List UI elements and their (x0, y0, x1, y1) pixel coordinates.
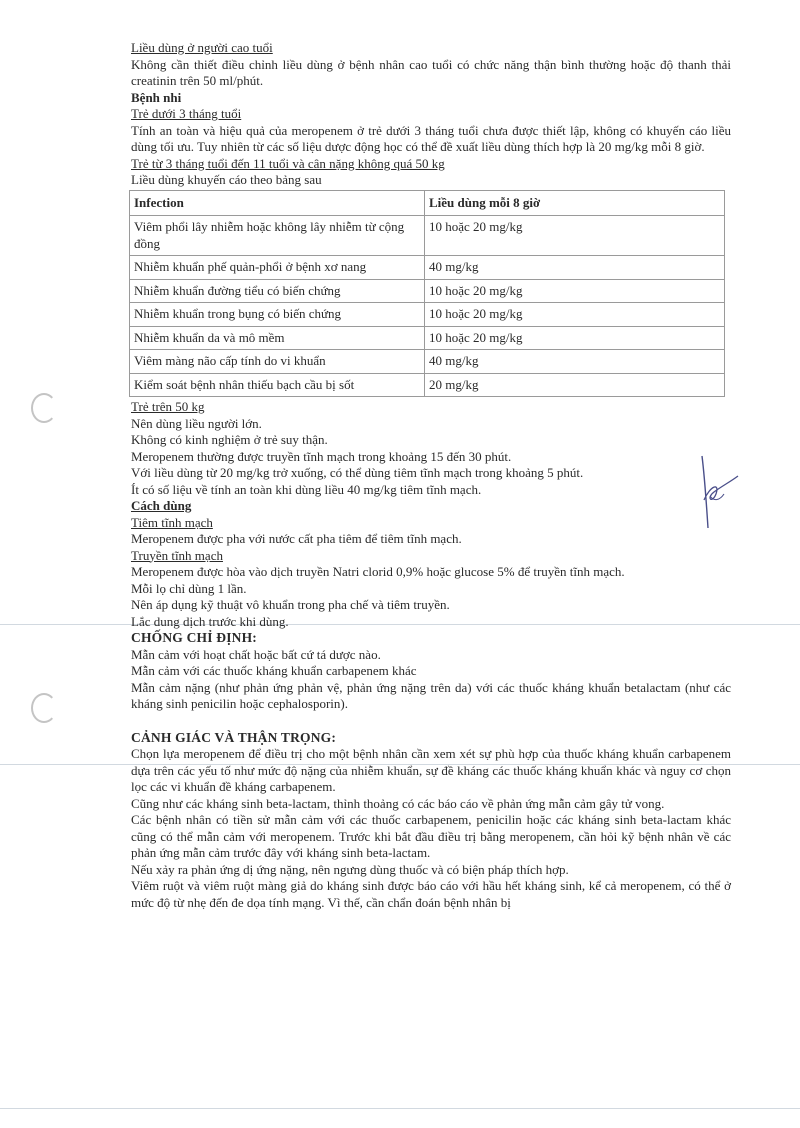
col-header-dose: Liều dùng mỗi 8 giờ (425, 190, 725, 216)
contraindication-line: Mẫn cảm với các thuốc kháng khuẩn carbapenem khác (131, 663, 417, 678)
elderly-text: Không cần thiết điều chỉnh liều dùng ở bệnh nhân cao tuổi có chức năng thận bình thường hoặc độ thanh thải creatinin trên 50 ml/phút. (131, 56, 731, 88)
table-row (130, 326, 725, 350)
over50-line: Không có kinh nghiệm ở trẻ suy thận. (131, 432, 328, 447)
iv-infusion-line: Lắc dung dịch trước khi dùng. (131, 613, 289, 629)
dose-cell: 10 hoặc 20 mg/kg (425, 303, 725, 327)
table-row (130, 373, 725, 397)
dose-cell: 10 hoặc 20 mg/kg (425, 216, 725, 256)
warning-paragraph: Các bệnh nhân có tiền sử mẫn cảm với các thuốc carbapenem, penicilin hoặc các kháng sinh beta-lactam khác cũng có thể mẫn cảm với meropenem. Trước khi bắt đầu điều trị bằng meropenem, cần hỏi kỹ bệnh nhân về các phản ứng mẫn cảm trước đây với kháng sinh beta-lactam. (131, 812, 731, 860)
infection-cell: Viêm phổi lây nhiễm hoặc không lây nhiễm từ cộng đồng (130, 216, 425, 256)
table-row (130, 216, 725, 256)
warnings-heading: CẢNH GIÁC VÀ THẬN TRỌNG: (131, 729, 337, 745)
punch-hole-mark (31, 393, 57, 423)
dose-table (129, 190, 725, 398)
punch-hole-mark (31, 693, 57, 723)
under3-text: Tính an toàn và hiệu quả của meropenem ở trẻ dưới 3 tháng tuổi chưa được thiết lập, không có khuyến cáo liều dùng tối ưu. Tuy nhiên từ các số liệu dược động học có thể đề xuất liều dùng thích hợp là 20 mg/kg mỗi 8 giờ. (131, 122, 731, 154)
dose-cell: 40 mg/kg (425, 256, 725, 280)
dose-cell: 20 mg/kg (425, 373, 725, 397)
dose-cell: 40 mg/kg (425, 350, 725, 374)
table-header-row (130, 190, 725, 216)
infection-cell: Nhiễm khuẩn trong bụng có biến chứng (130, 303, 425, 327)
dose-table-intro: Liều dùng khuyến cáo theo bảng sau (131, 172, 322, 187)
iv-injection-heading: Tiêm tĩnh mạch (131, 514, 213, 530)
table-row (130, 350, 725, 374)
iv-infusion-line: Nên áp dụng kỹ thuật vô khuẩn trong pha chế và tiêm truyền. (131, 597, 450, 612)
warning-paragraph: Cũng như các kháng sinh beta-lactam, thỉnh thoảng có các báo cáo về phản ứng mẫn cảm gây tử vong. (131, 795, 665, 811)
iv-infusion-heading: Truyền tĩnh mạch (131, 547, 223, 563)
dose-cell: 10 hoặc 20 mg/kg (425, 326, 725, 350)
table-row (130, 256, 725, 280)
warning-paragraph: Nếu xảy ra phản ứng dị ứng nặng, nên ngưng dùng thuốc và có biện pháp thích hợp. (131, 861, 569, 877)
infection-cell: Kiểm soát bệnh nhân thiếu bạch cầu bị sốt (130, 373, 425, 397)
iv-injection-text: Meropenem được pha với nước cất pha tiêm để tiêm tĩnh mạch. (131, 531, 462, 546)
contraindication-line: Mẫn cảm nặng (như phản ứng phản vệ, phản ứng nặng trên da) với các thuốc kháng khuẩn betalactam (như các kháng sinh penicilin hoặc cephalosporin). (131, 679, 731, 711)
mid-age-heading: Trẻ từ 3 tháng tuổi đến 11 tuổi và cân nặng không quá 50 kg (131, 155, 445, 171)
table-row (130, 279, 725, 303)
warning-paragraph: Viêm ruột và viêm ruột màng giả do kháng sinh được báo cáo với hầu hết kháng sinh, kể cả meropenem, có thể ở mức độ từ nhẹ đến đe dọa tính mạng. Vì thế, cần chẩn đoán bệnh nhân bị (131, 878, 731, 910)
scan-line (0, 1108, 800, 1109)
dose-cell: 10 hoặc 20 mg/kg (425, 279, 725, 303)
warning-paragraph: Chọn lựa meropenem để điều trị cho một bệnh nhân cần xem xét sự phù hợp của thuốc kháng khuẩn carbapenem dựa trên các yếu tố như mức độ nặng của nhiễm khuẩn, sự đề kháng các thuốc kháng khuẩn khác và nguy cơ chọn lọc các vi khuẩn đề kháng carbapenem. (131, 746, 731, 794)
under3-heading: Trẻ dưới 3 tháng tuổi (131, 106, 242, 121)
iv-infusion-line: Meropenem được hòa vào dịch truyền Natri clorid 0,9% hoặc glucose 5% để truyền tĩnh mạch. (131, 564, 625, 579)
infection-cell: Nhiễm khuẩn da và mô mềm (130, 326, 425, 350)
infection-cell: Nhiễm khuẩn đường tiểu có biến chứng (130, 279, 425, 303)
contraindication-line: Mẫn cảm với hoạt chất hoặc bất cứ tá dược nào. (131, 646, 381, 662)
infection-cell: Nhiễm khuẩn phế quản-phổi ở bệnh xơ nang (130, 256, 425, 280)
elderly-heading: Liều dùng ở người cao tuổi (131, 40, 273, 55)
pediatric-heading: Bệnh nhi (131, 89, 182, 105)
table-row (130, 303, 725, 327)
over50-line: Meropenem thường được truyền tĩnh mạch trong khoảng 15 đến 30 phút. (131, 448, 512, 464)
over50-line: Ít có số liệu về tính an toàn khi dùng liều 40 mg/kg tiêm tĩnh mạch. (131, 481, 482, 497)
contraindications-heading: CHỐNG CHỈ ĐỊNH: (131, 630, 258, 645)
administration-heading: Cách dùng (131, 498, 192, 513)
over50-line: Với liều dùng từ 20 mg/kg trở xuống, có thể dùng tiêm tĩnh mạch trong khoảng 5 phút. (131, 465, 584, 480)
iv-infusion-line: Mỗi lọ chỉ dùng 1 lần. (131, 580, 247, 596)
infection-cell: Viêm màng não cấp tính do vi khuẩn (130, 350, 425, 374)
over50-heading: Trẻ trên 50 kg (131, 399, 205, 414)
document-body (131, 40, 731, 911)
over50-line: Nên dùng liều người lớn. (131, 415, 262, 431)
col-header-infection: Infection (130, 190, 425, 216)
